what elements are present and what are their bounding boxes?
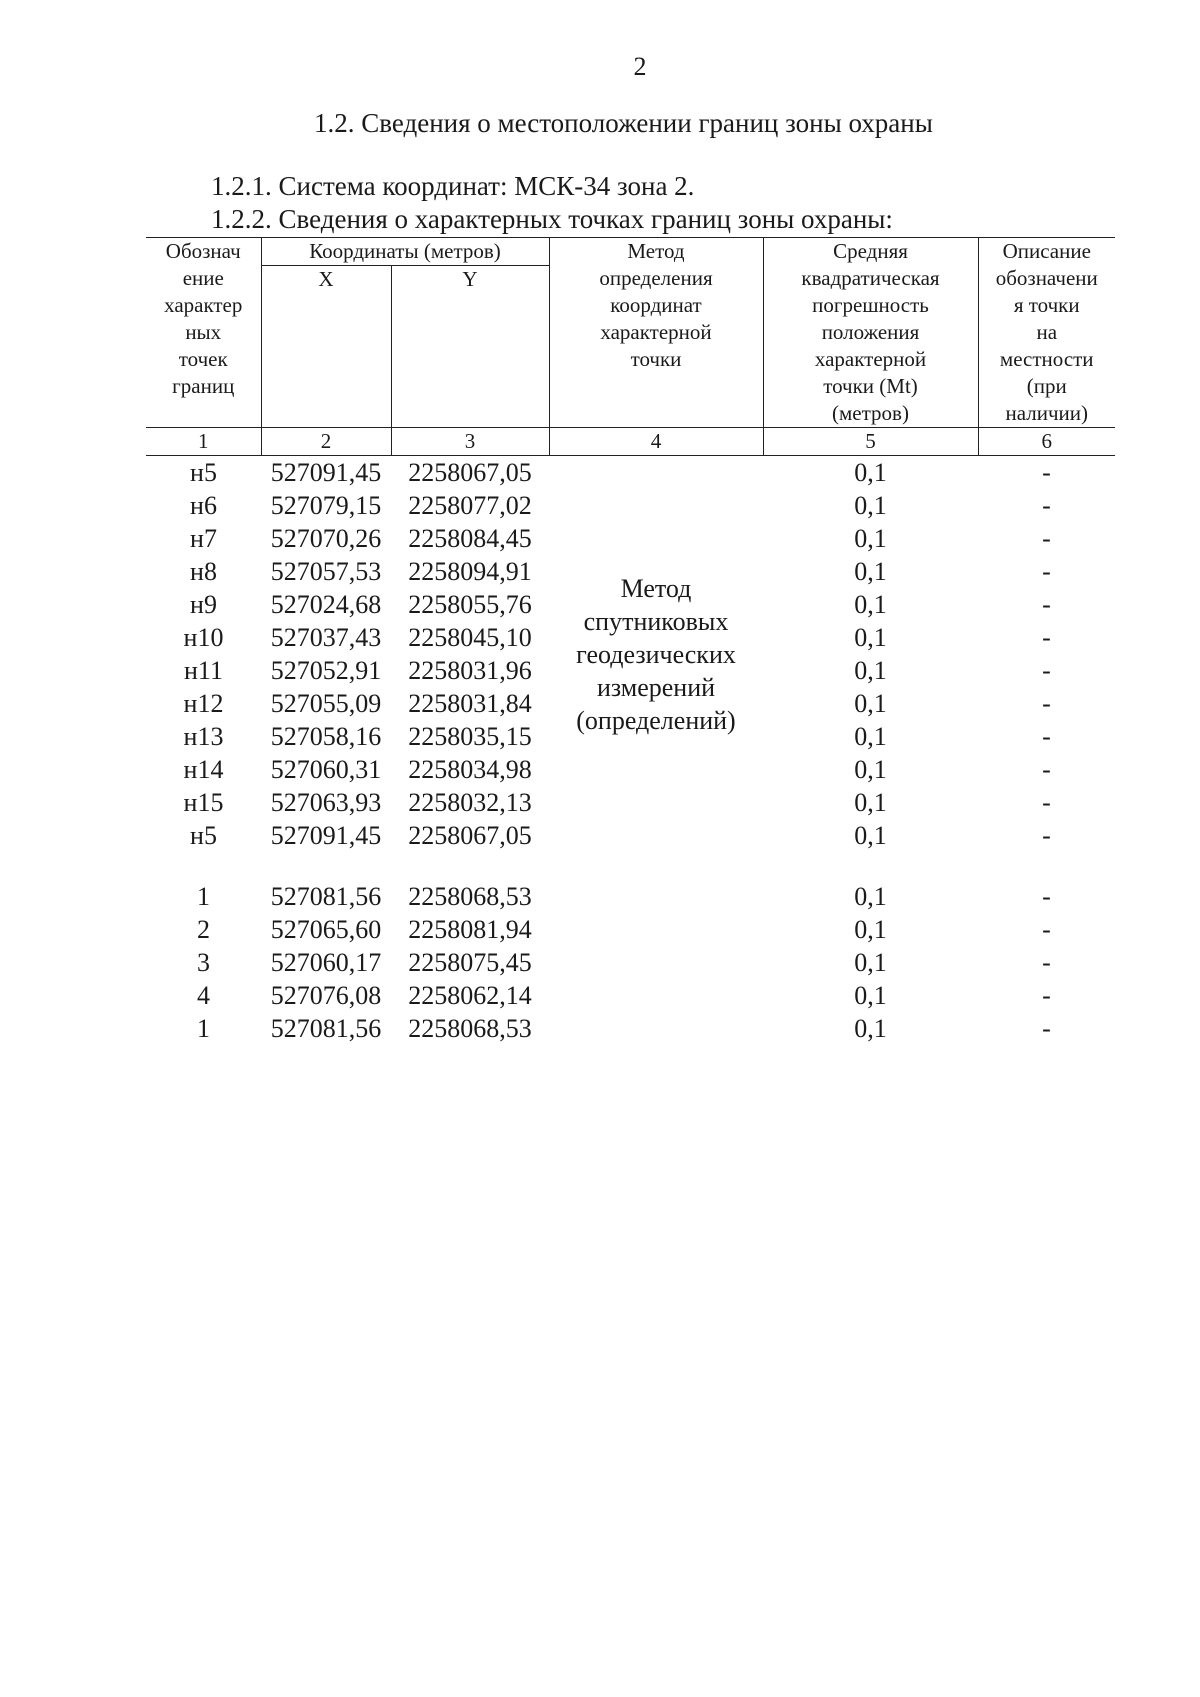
point-description: - [1042,882,1051,911]
x-coordinate: 527081,56 [270,882,382,911]
point-description: - [1042,722,1051,751]
y-coordinate: 2258067,05 [408,458,532,487]
x-coordinate: 527060,31 [270,755,382,784]
empty-cell [549,852,763,880]
method-line: геодезических [576,639,736,669]
page-number: 2 [633,52,647,81]
point-designation: н7 [190,524,217,553]
y-coordinate: 2258081,94 [408,915,532,944]
header-method: Метод определения координат характерной точки [549,238,763,428]
table-row [146,946,1115,979]
group-separator [146,852,1115,880]
point-description: - [1042,1014,1051,1043]
point-designation: н15 [183,788,224,817]
mean-square-error: 0,1 [854,458,887,487]
point-designation: н5 [190,458,217,487]
mean-square-error: 0,1 [854,915,887,944]
mean-square-error: 0,1 [854,524,887,553]
point-designation: н10 [183,623,224,652]
x-coordinate: 527052,91 [270,656,382,685]
x-coordinate: 527076,08 [270,981,382,1010]
table-row [146,456,1115,490]
mean-square-error: 0,1 [854,981,887,1010]
empty-cell [978,852,1115,880]
header-designation: Обознач ение характер ных точек границ [146,238,261,428]
point-description: - [1042,948,1051,977]
points-table-body [146,456,1115,1046]
table-row [146,1012,1115,1045]
point-description: - [1042,458,1051,487]
y-coordinate: 2258094,91 [408,557,532,586]
point-designation: н14 [183,755,224,784]
y-coordinate: 2258035,15 [408,722,532,751]
point-designation: н6 [190,491,217,520]
mean-square-error: 0,1 [854,656,887,685]
x-coordinate: 527037,43 [270,623,382,652]
x-coordinate: 527081,56 [270,1014,382,1043]
point-description: - [1042,623,1051,652]
x-coordinate: 527091,45 [270,458,382,487]
y-coordinate: 2258068,53 [408,882,532,911]
point-designation: 3 [197,948,210,977]
method-empty [549,913,763,946]
header-x: X [261,266,391,428]
point-designation: н5 [190,821,217,850]
characteristic-points-table [146,237,1115,1045]
method-empty [549,946,763,979]
mean-square-error: 0,1 [854,557,887,586]
header-description: Описание обозначени я точки на местности (при наличии) [978,238,1115,428]
point-designation: н8 [190,557,217,586]
y-coordinate: 2258032,13 [408,788,532,817]
y-coordinate: 2258077,02 [408,491,532,520]
column-number: 1 [146,428,261,456]
method-line: (определений) [576,705,736,735]
column-number: 3 [391,428,549,456]
point-designation: 1 [197,1014,210,1043]
column-number: 5 [763,428,978,456]
points-heading: 1.2.2. Сведения о характерных точках границ зоны охраны: [211,204,893,234]
mean-square-error: 0,1 [854,623,887,652]
x-coordinate: 527079,15 [270,491,382,520]
empty-cell [391,852,549,880]
x-coordinate: 527024,68 [270,590,382,619]
point-description: - [1042,788,1051,817]
y-coordinate: 2258045,10 [408,623,532,652]
point-designation: н13 [183,722,224,751]
mean-square-error: 0,1 [854,722,887,751]
method-empty [549,979,763,1012]
point-description: - [1042,557,1051,586]
y-coordinate: 2258034,98 [408,755,532,784]
x-coordinate: 527057,53 [270,557,382,586]
section-title: 1.2. Сведения о местоположении границ зоны охраны [314,108,933,138]
column-number: 4 [549,428,763,456]
point-description: - [1042,491,1051,520]
x-coordinate: 527058,16 [270,722,382,751]
mean-square-error: 0,1 [854,882,887,911]
empty-cell [261,852,391,880]
coordinate-system-line: 1.2.1. Система координат: МСК-34 зона 2. [211,171,695,201]
point-description: - [1042,656,1051,685]
column-number: 6 [978,428,1115,456]
mean-square-error: 0,1 [854,590,887,619]
x-coordinate: 527063,93 [270,788,382,817]
header-mean-square-error: Средняя квадратическая погрешность положения характерной точки (Mt) (метров) [763,238,978,428]
mean-square-error: 0,1 [854,491,887,520]
point-designation: 2 [197,915,210,944]
point-designation: н12 [183,689,224,718]
point-description: - [1042,755,1051,784]
method-description [549,456,763,853]
mean-square-error: 0,1 [854,755,887,784]
y-coordinate: 2258031,84 [408,689,532,718]
mean-square-error: 0,1 [854,788,887,817]
point-description: - [1042,590,1051,619]
table-row [146,979,1115,1012]
method-empty [549,880,763,913]
point-designation: н9 [190,590,217,619]
y-coordinate: 2258075,45 [408,948,532,977]
empty-cell [763,852,978,880]
table-row [146,880,1115,913]
header-y: Y [391,266,549,428]
point-description: - [1042,689,1051,718]
point-description: - [1042,915,1051,944]
x-coordinate: 527070,26 [270,524,382,553]
y-coordinate: 2258067,05 [408,821,532,850]
header-coordinates-group: Координаты (метров) [261,238,549,266]
table-row [146,913,1115,946]
y-coordinate: 2258062,14 [408,981,532,1010]
point-designation: н11 [184,656,223,685]
mean-square-error: 0,1 [854,821,887,850]
empty-cell [146,852,261,880]
x-coordinate: 527065,60 [270,915,382,944]
y-coordinate: 2258084,45 [408,524,532,553]
point-description: - [1042,981,1051,1010]
method-empty [549,1012,763,1045]
method-line: Метод спутниковых [583,573,729,636]
method-line: измерений [596,672,716,702]
point-designation: 1 [197,882,210,911]
y-coordinate: 2258031,96 [408,656,532,685]
x-coordinate: 527060,17 [270,948,382,977]
y-coordinate: 2258055,76 [408,590,532,619]
mean-square-error: 0,1 [854,689,887,718]
point-description: - [1042,821,1051,850]
x-coordinate: 527091,45 [270,821,382,850]
column-number: 2 [261,428,391,456]
x-coordinate: 527055,09 [270,689,382,718]
mean-square-error: 0,1 [854,948,887,977]
point-designation: 4 [197,981,210,1010]
y-coordinate: 2258068,53 [408,1014,532,1043]
point-description: - [1042,524,1051,553]
mean-square-error: 0,1 [854,1014,887,1043]
